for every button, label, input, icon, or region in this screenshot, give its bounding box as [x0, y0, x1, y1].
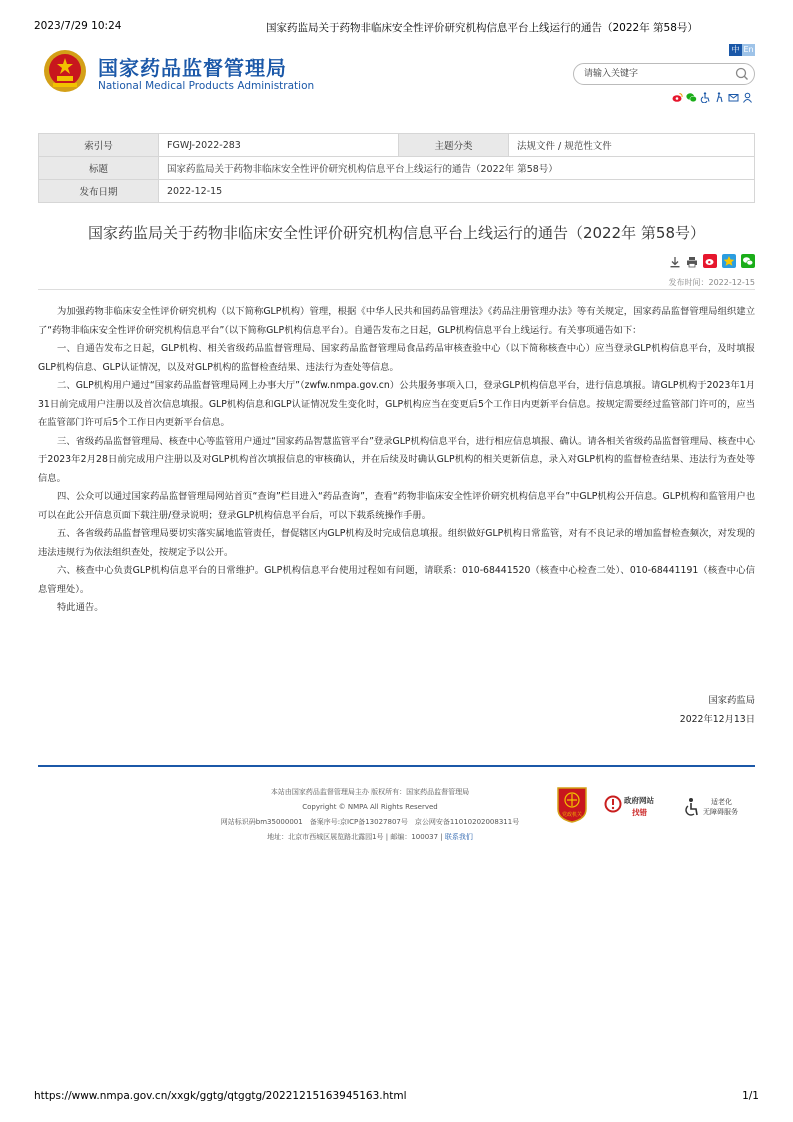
site-name-en[interactable]: National Medical Products Administration [98, 80, 315, 92]
paragraph: 六、核查中心负责GLP机构信息平台的日常维护。GLP机构信息平台使用过程如有问题，请联系：010-68441520（核查中心检查二处）、010-68441191（核查中心信息管理处）。 [38, 565, 755, 595]
print-page-title: 国家药监局关于药物非临床安全性评价研究机构信息平台上线运行的通告（2022年 第58号） [266, 22, 698, 34]
footer-address-text: 地址：北京市西城区展览路北露园1号 | 邮编：100037 | [267, 833, 443, 841]
title-value: 国家药监局关于药物非临床安全性评价研究机构信息平台上线运行的通告（2022年 第58号） [159, 157, 755, 180]
publish-time-label: 发布时间： [668, 278, 709, 287]
paragraph: 三、省级药品监督管理局、核查中心等监管用户通过“国家药品智慧监管平台”登录GLP机构信息平台，进行相应信息填报、确认。请各相关省级药品监督管理局、核查中心于2023年2月28日前完成用户注册以及对GLP机构首次填报信息的审核确认，并在后续及时确认GLP机构的相关更新信息，录入对GLP机构的监督检查结果、违法行为查处等信息。 [38, 435, 755, 484]
index-value: FGWJ-2022-283 [159, 134, 399, 157]
divider [38, 289, 755, 290]
lang-zh-button[interactable]: 中 [729, 44, 742, 56]
wechat-share-icon[interactable] [741, 253, 755, 272]
footer-address [200, 830, 540, 845]
footer-copyright: Copyright © NMPA All Rights Reserved [302, 803, 438, 811]
paragraph: 四、公众可以通过国家药品监督管理局网站首页“查询”栏目进入“药品查询”，查看“药物非临床安全性评价研究机构信息平台”中GLP机构公开信息。GLP机构和监管用户也可以在此公开信息页面下载注册/登录说明；登录GLP机构信息平台后，可以下载系统操作手册。 [38, 491, 755, 521]
paragraph: 一、自通告发布之日起，GLP机构、相关省级药品监督管理局、国家药品监督管理局食品药品审核查验中心（以下简称核查中心）应当登录GLP机构信息平台，及时填报GLP机构信息、GLP认证情况，以及对GLP机构的监督检查结果、违法行为查处等信息。 [38, 343, 755, 373]
share-toolbar [669, 253, 755, 272]
download-icon[interactable] [669, 253, 681, 272]
qzone-share-icon[interactable] [722, 253, 736, 272]
table-row [39, 157, 755, 180]
site-name-cn[interactable]: 国家药品监督管理局 [98, 56, 287, 80]
weibo-icon[interactable] [672, 88, 683, 99]
category-label: 主题分类 [399, 134, 509, 157]
paragraph: 为加强药物非临床安全性评价研究机构（以下简称GLP机构）管理，根据《中华人民共和国药品管理法》《药品注册管理办法》等有关规定，国家药品监督管理局组织建立了“药物非临床安全性评价研究机构信息平台”（以下简称GLP机构信息平台）。自通告发布之日起，GLP机构信息平台上线运行。有关事项通告如下： [38, 306, 755, 336]
gov-error-icon [604, 795, 622, 817]
mail-icon[interactable] [728, 88, 739, 99]
metadata-table [38, 133, 755, 203]
publish-time-value: 2022-12-15 [708, 278, 755, 287]
footer-sponsor: 本站由国家药品监督管理局主办 版权所有：国家药品监督管理局 [270, 788, 470, 796]
index-label: 索引号 [39, 134, 159, 157]
gov-badge-subtitle: 找错 [632, 808, 647, 817]
accessibility-icon[interactable] [700, 88, 711, 99]
site-footer [200, 785, 540, 845]
national-emblem-icon[interactable] [43, 49, 87, 93]
language-switch [729, 44, 755, 56]
print-datetime: 2023/7/29 10:24 [34, 20, 122, 32]
party-badge-text: 党政机关 [561, 812, 583, 818]
aged-badge-title: 适老化 [711, 798, 732, 806]
print-header [34, 20, 759, 34]
footer-divider [38, 765, 755, 767]
elderly-icon[interactable] [714, 88, 725, 99]
table-row [39, 180, 755, 203]
search-input[interactable] [584, 67, 734, 81]
party-gov-badge[interactable] [555, 785, 589, 823]
aged-badge-subtitle: 无障碍服务 [703, 808, 738, 816]
search-box [573, 63, 755, 85]
user-icon[interactable] [742, 88, 753, 99]
print-page-number: 1/1 [742, 1090, 759, 1102]
paragraph: 五、各省级药品监督管理局要切实落实属地监管责任，督促辖区内GLP机构及时完成信息填报。组织做好GLP机构日常监管，对有不良记录的增加监督检查频次，对发现的违法违规行为依法组织查处，按规定予以公开。 [38, 528, 755, 558]
accessibility-service-icon [683, 797, 701, 819]
signature-date: 2022年12月13日 [679, 714, 755, 725]
aged-friendly-badge[interactable] [683, 795, 753, 821]
signature-org: 国家药监局 [708, 695, 755, 706]
search-icon[interactable] [734, 66, 750, 82]
weibo-share-icon[interactable] [703, 253, 717, 272]
wechat-icon[interactable] [686, 88, 697, 99]
paragraph: 二、GLP机构用户通过“国家药品监督管理局网上办事大厅”（zwfw.nmpa.gov.cn）公共服务事项入口，登录GLP机构信息平台，进行信息填报。请GLP机构于2023年1月31日前完成用户注册以及首次信息填报。GLP机构信息和GLP认证情况发生变化时，GLP机构应当在变更后5个工作日内更新平台信息。按规定需要经过监管部门许可的，应当在监管部门许可后5个工作日内更新平台信息。 [38, 380, 755, 428]
contact-us-link[interactable]: 联系我们 [444, 833, 473, 841]
print-url: https://www.nmpa.gov.cn/xxgk/ggtg/qtggtg/20221215163945163.html [34, 1090, 407, 1102]
gov-badge-title: 政府网站 [624, 796, 654, 805]
gov-website-error-badge[interactable] [604, 793, 664, 819]
title-label: 标题 [39, 157, 159, 180]
article-title: 国家药监局关于药物非临床安全性评价研究机构信息平台上线运行的通告（2022年 第58号） [87, 224, 706, 242]
lang-en-button[interactable]: En [743, 45, 754, 54]
paragraph: 特此通告。 [57, 602, 104, 613]
site-header [38, 44, 755, 104]
publish-time [669, 277, 756, 288]
category-value: 法规文件 / 规范性文件 [509, 134, 755, 157]
date-value: 2022-12-15 [159, 180, 755, 203]
print-footer [34, 1090, 759, 1104]
article-body [38, 303, 755, 618]
table-row [39, 134, 755, 157]
print-icon[interactable] [686, 253, 698, 272]
date-label: 发布日期 [39, 180, 159, 203]
footer-registration: 网站标识码bm35000001 备案序号:京ICP备13027807号 京公网安备11010202008311号 [220, 818, 520, 826]
header-icons [672, 88, 753, 99]
